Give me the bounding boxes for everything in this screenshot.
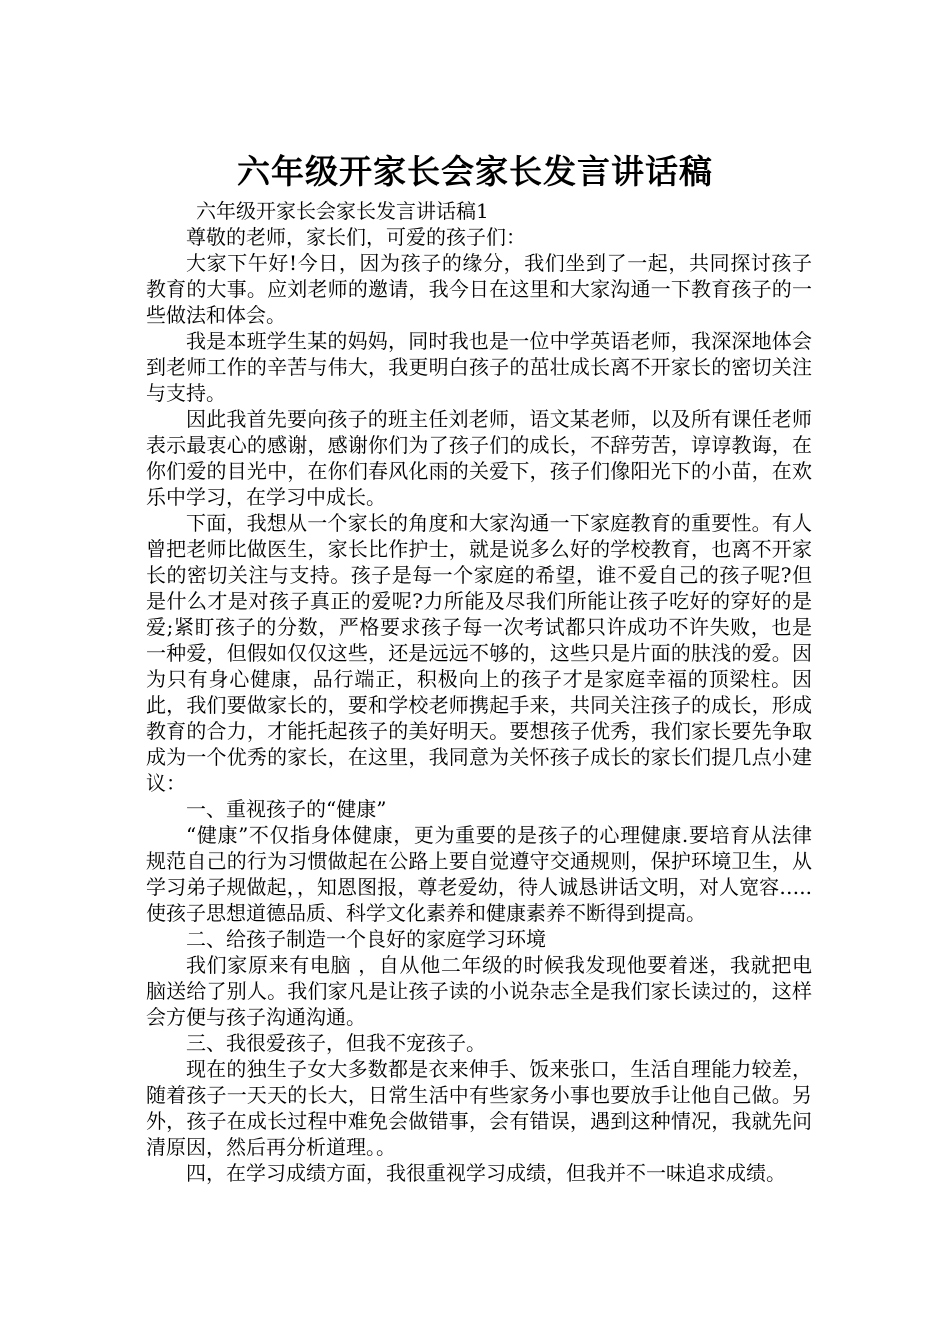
thanks-paragraph: 因此我首先要向孩子的班主任刘老师，语文某老师，以及所有课任老师表示最衷心的感谢，感谢你们为了孩子们的成长，不辞劳苦，谆谆教诲，在你们爱的目光中，在你们春风化雨的关爱下，孩子们像阳光下的小苗，在欢乐中学习，在学习中成长。 xyxy=(146,407,812,509)
document-body xyxy=(146,198,812,1186)
greeting-paragraph: 大家下午好!今日，因为孩子的缘分，我们坐到了一起，共同探讨孩子教育的大事。应刘老师的邀请，我今日在这里和大家沟通一下教育孩子的一些做法和体会。 xyxy=(146,251,812,327)
salutation-paragraph: 尊敬的老师，家长们，可爱的孩子们： xyxy=(186,225,526,249)
document-subtitle: 六年级开家长会家长发言讲话稿1 xyxy=(196,199,489,223)
section-heading-2: 二、给孩子制造一个良好的家庭学习环境 xyxy=(186,927,546,951)
study-environment-paragraph: 我们家原来有电脑 ，自从他二年级的时候我发现他要着迷，我就把电脑送给了别人。我们家凡是让孩子读的小说杂志全是我们家长读过的，这样会方便与孩子沟通沟通。 xyxy=(146,953,812,1029)
intro-paragraph: 我是本班学生某的妈妈，同时我也是一位中学英语老师，我深深地体会到老师工作的辛苦与伟大，我更明白孩子的茁壮成长离不开家长的密切关注与支持。 xyxy=(146,329,812,405)
section-heading-4: 四，在学习成绩方面，我很重视学习成绩，但我并不一味追求成绩。 xyxy=(186,1161,786,1185)
section-heading-3: 三、我很爱孩子，但我不宠孩子。 xyxy=(186,1031,486,1055)
document-title: 六年级开家长会家长发言讲话稿 xyxy=(237,152,713,192)
independence-paragraph: 现在的独生子女大多数都是衣来伸手、饭来张口，生活自理能力较差，随着孩子一天天的长大，日常生活中有些家务小事也要放手让他自己做。另外，孩子在成长过程中难免会做错事，会有错误，遇到这种情况，我就先问清原因，然后再分析道理。。 xyxy=(146,1057,812,1159)
section-heading-1: 一、重视孩子的“健康” xyxy=(186,797,387,821)
family-education-paragraph: 下面，我想从一个家长的角度和大家沟通一下家庭教育的重要性。有人曾把老师比做医生，家长比作护士，就是说多么好的学校教育，也离不开家长的密切关注与支持。孩子是每一个家庭的希望，谁不爱自己的孩子呢?但是什么才是对孩子真正的爱呢?力所能及尽我们所能让孩子吃好的穿好的是爱;紧盯孩子的分数，严格要求孩子每一次考试都只许成功不许失败，也是一种爱，但假如仅仅这些，还是远远不够的，这些只是片面的肤浅的爱。因为只有身心健康，品行端正，积极向上的孩子才是家庭幸福的顶梁柱。因此，我们要做家长的，要和学校老师携起手来，共同关注孩子的成长，形成教育的合力，才能托起孩子的美好明天。要想孩子优秀，我们家长要先争取成为一个优秀的家长，在这里，我同意为关怀孩子成长的家长们提几点小建议： xyxy=(146,511,812,795)
health-paragraph: “健康”不仅指身体健康，更为重要的是孩子的心理健康.要培育从法律规范自己的行为习惯做起在公路上要自觉遵守交通规则，保护环境卫生，从学习弟子规做起，，知恩图报，尊老爱幼，待人诚恳讲话文明，对人宽容…..使孩子思想道德品质、科学文化素养和健康素养不断得到提高。 xyxy=(146,823,812,925)
